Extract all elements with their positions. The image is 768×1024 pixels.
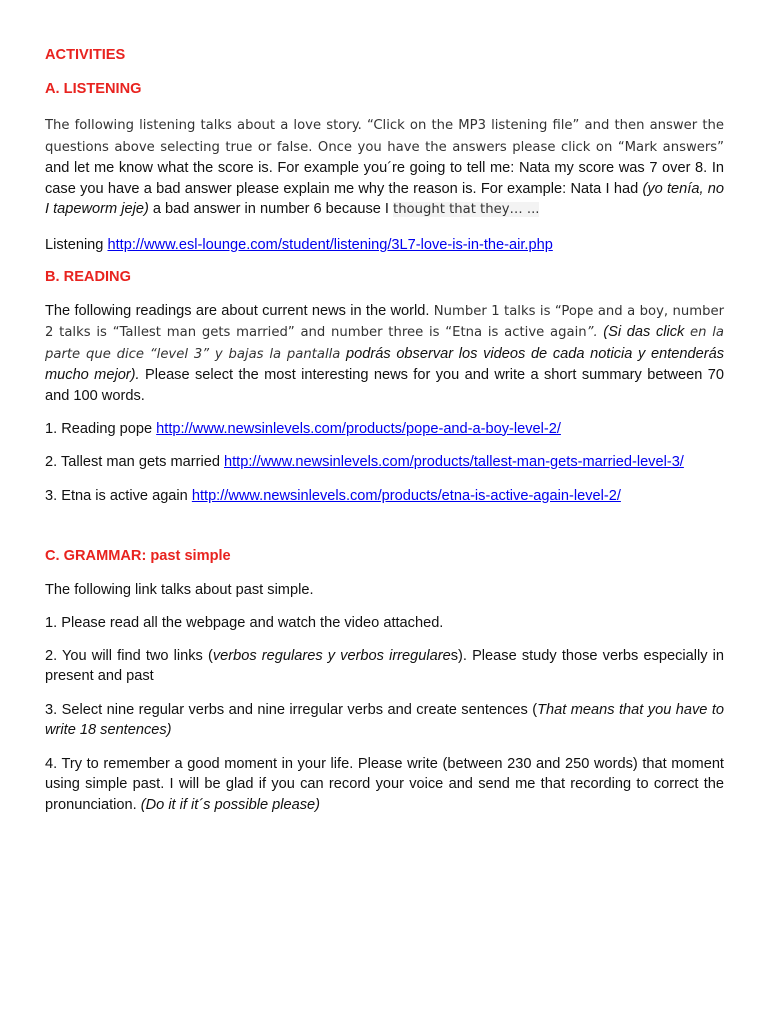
reading-text-light-1: Number 1 talks is “Pope and a boy, number 2 talks is “Tallest man gets married” and number three is “Etna is active again: [45, 303, 725, 341]
grammar-item-1: 1. Please read all the webpage and watch the video attached.: [45, 614, 444, 631]
reading-text-light-italic-2: en la parte que dice “level 3” y bajas la pantalla: [45, 325, 725, 362]
reading-item-3: [45, 486, 724, 507]
reading-item-link[interactable]: http://www.newsinlevels.com/products/etna-is-active-again-level-2/: [191, 487, 621, 504]
listening-text-light-2: thought that they… ...: [393, 202, 540, 218]
listening-text-italic: (yo tenía, no I tapeworm jeje): [45, 180, 725, 218]
reading-item-2: [45, 452, 724, 473]
listening-text-2: a bad answer in number 6 because I: [148, 201, 394, 218]
reading-item-link[interactable]: http://www.newsinlevels.com/products/pope-and-a-boy-level-2/: [156, 420, 561, 437]
grammar-item-4: [45, 754, 724, 816]
grammar-item-3-italic: That means that you have to write 18 sentences): [45, 701, 724, 739]
reading-item-1: [45, 419, 724, 440]
grammar-item-2-italic: verbos regulares y verbos irregulare: [212, 647, 451, 664]
grammar-item-2: [45, 646, 724, 687]
reading-item-link[interactable]: http://www.newsinlevels.com/products/tallest-man-gets-married-level-3/: [224, 454, 684, 471]
listening-text-light-1: The following listening talks about a love story. “Click on the MP3 listening file” and then answer the questions above selecting true or false. Once you have the answers please click on “Mark answers”: [45, 118, 724, 155]
grammar-item-4-text: 4. Try to remember a good moment in your life. Please write (between 230 and 250 words) that moment using simple past. I will be glad if you can record your voice and send me that recording to correct the pronunciation.: [45, 755, 724, 814]
grammar-item-3-text: 3. Select nine regular verbs and nine irregular verbs and create sentences (: [45, 701, 538, 718]
listening-link-label: Listening: [45, 236, 108, 253]
grammar-item-2-text-a: 2. You will find two links (: [45, 647, 213, 664]
grammar-item-3: [45, 700, 724, 741]
activities-title: ACTIVITIES: [45, 47, 126, 63]
listening-heading: A. LISTENING: [45, 81, 142, 97]
reading-text-light-italic-1: ”.: [586, 325, 598, 341]
grammar-intro: The following link talks about past simple.: [45, 582, 314, 599]
reading-item-label: 3. Etna is active again: [45, 487, 192, 504]
reading-heading: B. READING: [45, 268, 131, 285]
listening-link[interactable]: http://www.esl-lounge.com/student/listening/3L7-love-is-in-the-air.php: [107, 236, 553, 253]
listening-link-line: [45, 235, 724, 256]
reading-text-italic-2: podrás observar los videos de cada noticia y entenderás mucho mejor).: [45, 345, 725, 384]
reading-text-2: Please select the most interesting news for you and write a short summary between 70 and 100 words.: [45, 367, 724, 404]
reading-item-label: 1. Reading pope: [45, 420, 157, 437]
grammar-item-4-italic: (Do it if it´s possible please): [140, 797, 320, 814]
listening-paragraph: [45, 115, 724, 221]
reading-paragraph: [45, 301, 724, 407]
reading-item-label: 2. Tallest man gets married: [45, 454, 224, 471]
grammar-heading: C. GRAMMAR: past simple: [45, 548, 231, 565]
grammar-item-2-text-b: s). Please study those verbs especially in present and past: [45, 647, 725, 685]
listening-text-1: and let me know what the score is. For example you´re going to tell me: Nata my score was 7 over 8. In case you have a bad answer please explain me why the reason is. For example: Nata I had: [45, 160, 724, 197]
reading-text-1: The following readings are about current news in the world.: [45, 302, 434, 319]
reading-text-italic-1: (Si das click: [597, 324, 685, 341]
